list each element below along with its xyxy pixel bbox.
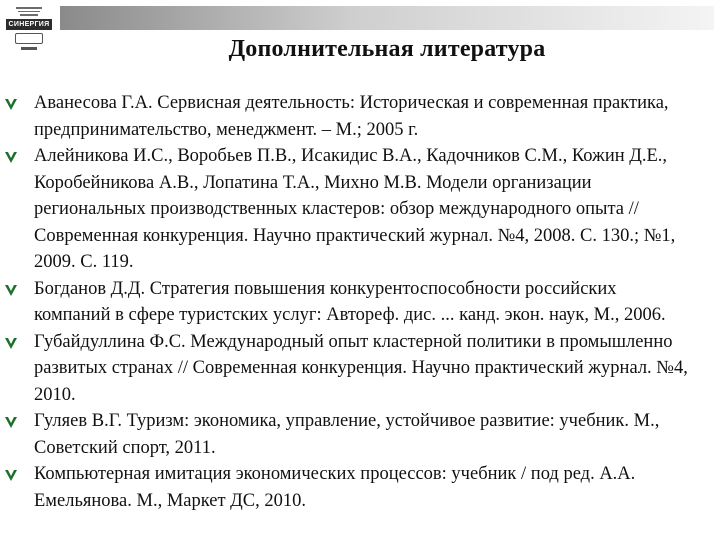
checkmark-v-bullet-icon bbox=[4, 468, 18, 482]
checkmark-v-bullet-icon bbox=[4, 415, 18, 429]
reference-text: Губайдуллина Ф.С. Международный опыт кластерной политики в промышленно развитых странах // Современная конкуренция. Научно практический журнал. №4, 2010. bbox=[34, 331, 688, 405]
list-item bbox=[0, 276, 720, 329]
slide-title: Дополнительная литература bbox=[228, 36, 546, 62]
header-gradient-bar bbox=[60, 6, 714, 30]
reference-list bbox=[0, 90, 720, 514]
reference-text: Компьютерная имитация экономических процессов: учебник / под ред. А.А. Емельянова. М., Маркет ДС, 2010. bbox=[34, 464, 636, 511]
list-item bbox=[0, 461, 720, 514]
reference-text: Гуляев В.Г. Туризм: экономика, управление, устойчивое развитие: учебник. М., Советский спорт, 2011. bbox=[34, 411, 660, 458]
list-item bbox=[0, 143, 720, 276]
logo-fine-print bbox=[20, 14, 38, 16]
logo-wordmark: СИНЕРГИЯ bbox=[6, 19, 53, 30]
reference-text: Алейникова И.С., Воробьев П.В., Исакидис В.А., Кадочников С.М., Кожин Д.Е., Коробейникова А.В., Лопатина Т.А., Михно М.В. Модели организации региональных производственных кластеров: обзор международного опыта // Современная конкуренция. Научно практический журнал. №4, 2008. С. 130.; №1, 2009. С. 119. bbox=[34, 146, 676, 272]
list-item bbox=[0, 90, 720, 143]
list-item bbox=[0, 329, 720, 409]
logo-fine-print bbox=[18, 11, 40, 13]
reference-text: Аванесова Г.А. Сервисная деятельность: Историческая и современная практика, предпринимательство, менеджмент. – М.; 2005 г. bbox=[34, 93, 669, 140]
checkmark-v-bullet-icon bbox=[4, 336, 18, 350]
list-item bbox=[0, 408, 720, 461]
checkmark-v-bullet-icon bbox=[4, 97, 18, 111]
logo-fine-print bbox=[16, 7, 42, 9]
logo-foot bbox=[21, 47, 37, 50]
checkmark-v-bullet-icon bbox=[4, 150, 18, 164]
checkmark-v-bullet-icon bbox=[4, 283, 18, 297]
logo-seal bbox=[15, 33, 43, 44]
reference-text: Богданов Д.Д. Стратегия повышения конкурентоспособности российских компаний в сфере туристских услуг: Автореф. дис. ... канд. экон. наук, М., 2006. bbox=[34, 278, 666, 325]
university-logo bbox=[4, 4, 54, 50]
